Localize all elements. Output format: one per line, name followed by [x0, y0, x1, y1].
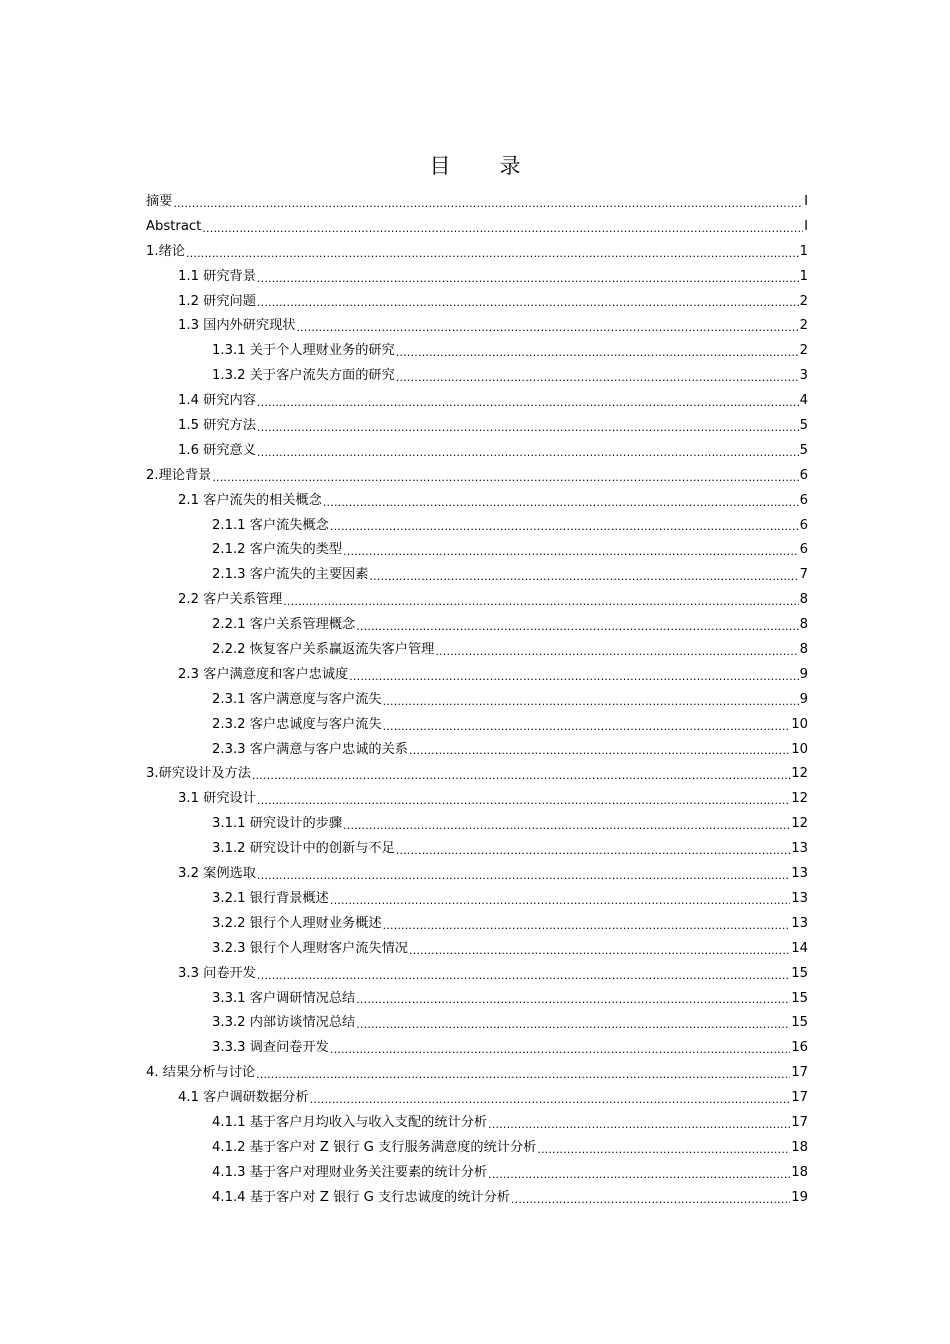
- toc-leader-dots: [537, 1136, 790, 1161]
- toc-entry-title: 3.3.2 内部访谈情况总结: [212, 1011, 356, 1036]
- toc-leader-dots: [257, 414, 799, 439]
- toc-entry[interactable]: [146, 962, 808, 987]
- toc-entry[interactable]: [146, 663, 808, 688]
- toc-leader-dots: [330, 514, 799, 539]
- toc-entry-page-number: 15: [790, 1011, 808, 1036]
- toc-entry-page-number: 4: [799, 389, 808, 414]
- toc-entry[interactable]: [146, 290, 808, 315]
- toc-leader-dots: [356, 1011, 790, 1036]
- toc-leader-dots: [343, 538, 799, 563]
- toc-entry-title: 2.2 客户关系管理: [178, 588, 283, 613]
- toc-entry-title: 1.2 研究问题: [178, 290, 257, 315]
- toc-entry[interactable]: [146, 215, 808, 240]
- toc-entry-title: 2.2.1 客户关系管理概念: [212, 613, 356, 638]
- toc-entry[interactable]: [146, 563, 808, 588]
- toc-entry-page-number: 13: [790, 837, 808, 862]
- toc-entry[interactable]: [146, 489, 808, 514]
- toc-entry[interactable]: [146, 1011, 808, 1036]
- toc-entry[interactable]: [146, 613, 808, 638]
- toc-entry-page-number: 1: [799, 240, 808, 265]
- toc-entry-page-number: 15: [790, 962, 808, 987]
- toc-leader-dots: [257, 290, 799, 315]
- toc-entry-title: 2.理论背景: [146, 464, 212, 489]
- toc-entry-page-number: 8: [799, 588, 808, 613]
- toc-leader-dots: [435, 638, 798, 663]
- toc-leader-dots: [349, 663, 798, 688]
- toc-leader-dots: [202, 215, 803, 240]
- toc-entry-page-number: 6: [799, 538, 808, 563]
- toc-entry-title: 1.1 研究背景: [178, 265, 257, 290]
- toc-leader-dots: [511, 1186, 790, 1211]
- toc-leader-dots: [252, 762, 790, 787]
- toc-leader-dots: [257, 862, 790, 887]
- toc-entry[interactable]: [146, 1061, 808, 1086]
- toc-entry[interactable]: [146, 862, 808, 887]
- toc-entry-page-number: 16: [790, 1036, 808, 1061]
- toc-entry-page-number: I: [803, 215, 808, 240]
- toc-entry[interactable]: [146, 364, 808, 389]
- toc-entry[interactable]: [146, 1036, 808, 1061]
- toc-entry[interactable]: [146, 837, 808, 862]
- toc-entry-title: 2.2.2 恢复客户关系赢返流失客户管理: [212, 638, 435, 663]
- toc-entry-title: Abstract: [146, 215, 202, 240]
- toc-entry-page-number: 12: [790, 787, 808, 812]
- toc-entry-page-number: 13: [790, 887, 808, 912]
- toc-entry-page-number: 12: [790, 762, 808, 787]
- toc-entry-title: 2.1 客户流失的相关概念: [178, 489, 323, 514]
- toc-entry-page-number: 9: [799, 663, 808, 688]
- toc-entry-page-number: 17: [790, 1111, 808, 1136]
- toc-entry-title: 3.1 研究设计: [178, 787, 257, 812]
- toc-leader-dots: [257, 787, 790, 812]
- toc-leader-dots: [488, 1161, 790, 1186]
- toc-entry[interactable]: [146, 713, 808, 738]
- toc-leader-dots: [330, 887, 790, 912]
- toc-entry[interactable]: [146, 314, 808, 339]
- toc-entry-title: 4.1.4 基于客户对 Z 银行 G 支行忠诚度的统计分析: [212, 1186, 511, 1211]
- toc-entry-title: 4.1 客户调研数据分析: [178, 1086, 310, 1111]
- toc-entry-title: 2.1.3 客户流失的主要因素: [212, 563, 369, 588]
- toc-entry-title: 1.3 国内外研究现状: [178, 314, 296, 339]
- toc-entry[interactable]: [146, 1111, 808, 1136]
- toc-entry-page-number: 2: [799, 290, 808, 315]
- toc-leader-dots: [186, 240, 799, 265]
- toc-entry-page-number: 19: [790, 1186, 808, 1211]
- toc-entry[interactable]: [146, 1086, 808, 1111]
- toc-entry[interactable]: [146, 538, 808, 563]
- toc-entry-page-number: 2: [799, 339, 808, 364]
- toc-leader-dots: [212, 464, 798, 489]
- toc-leader-dots: [396, 339, 799, 364]
- toc-leader-dots: [296, 314, 798, 339]
- toc-entry[interactable]: [146, 1186, 808, 1211]
- toc-entry-title: 4. 结果分析与讨论: [146, 1061, 256, 1086]
- toc-leader-dots: [323, 489, 799, 514]
- toc-entry[interactable]: [146, 887, 808, 912]
- toc-entry-title: 2.1.2 客户流失的类型: [212, 538, 343, 563]
- toc-leader-dots: [383, 713, 791, 738]
- toc-entry[interactable]: [146, 812, 808, 837]
- toc-entry-page-number: 5: [799, 439, 808, 464]
- toc-leader-dots: [356, 613, 798, 638]
- toc-entry-title: 1.3.1 关于个人理财业务的研究: [212, 339, 396, 364]
- toc-entry-page-number: 8: [799, 638, 808, 663]
- toc-entry-page-number: 10: [790, 713, 808, 738]
- toc-entry-page-number: 18: [790, 1136, 808, 1161]
- toc-leader-dots: [343, 812, 790, 837]
- toc-leader-dots: [257, 439, 799, 464]
- toc-entry[interactable]: [146, 240, 808, 265]
- toc-leader-dots: [257, 962, 790, 987]
- toc-entry[interactable]: [146, 987, 808, 1012]
- toc-entry-page-number: 1: [799, 265, 808, 290]
- toc-entry[interactable]: [146, 762, 808, 787]
- toc-leader-dots: [310, 1086, 791, 1111]
- toc-entry-title: 2.3.1 客户满意度与客户流失: [212, 688, 383, 713]
- toc-title: 目 录: [429, 154, 535, 178]
- toc-entry-title: 3.2 案例选取: [178, 862, 257, 887]
- toc-entry-title: 1.5 研究方法: [178, 414, 257, 439]
- toc-entry-title: 2.3.2 客户忠诚度与客户流失: [212, 713, 383, 738]
- toc-entry-title: 3.3.1 客户调研情况总结: [212, 987, 356, 1012]
- toc-entry[interactable]: [146, 265, 808, 290]
- toc-entry[interactable]: [146, 638, 808, 663]
- toc-leader-dots: [257, 389, 799, 414]
- toc-entry[interactable]: [146, 937, 808, 962]
- toc-entry-page-number: 7: [799, 563, 808, 588]
- toc-entry-title: 1.绪论: [146, 240, 186, 265]
- toc-leader-dots: [396, 364, 799, 389]
- toc-leader-dots: [383, 688, 799, 713]
- toc-entry-title: 摘要: [146, 190, 173, 215]
- toc-entry-title: 2.1.1 客户流失概念: [212, 514, 330, 539]
- toc-entry-title: 3.2.1 银行背景概述: [212, 887, 330, 912]
- toc-entry-title: 2.3 客户满意度和客户忠诚度: [178, 663, 349, 688]
- toc-entry-title: 3.3 问卷开发: [178, 962, 257, 987]
- toc-entry-page-number: 15: [790, 987, 808, 1012]
- toc-entry[interactable]: [146, 339, 808, 364]
- toc-entry-page-number: 6: [799, 464, 808, 489]
- toc-leader-dots: [409, 738, 790, 763]
- toc-entry-title: 4.1.3 基于客户对理财业务关注要素的统计分析: [212, 1161, 488, 1186]
- toc-entry-page-number: 6: [799, 489, 808, 514]
- toc-entry[interactable]: [146, 1136, 808, 1161]
- toc-entry[interactable]: [146, 738, 808, 763]
- toc-entry-page-number: 9: [799, 688, 808, 713]
- toc-entry-page-number: 5: [799, 414, 808, 439]
- toc-entry-page-number: I: [803, 190, 808, 215]
- toc-leader-dots: [383, 912, 791, 937]
- toc-leader-dots: [488, 1111, 790, 1136]
- toc-entry-title: 3.1.2 研究设计中的创新与不足: [212, 837, 396, 862]
- toc-leader-dots: [330, 1036, 790, 1061]
- toc-entry-page-number: 3: [799, 364, 808, 389]
- toc-entry[interactable]: [146, 190, 808, 215]
- toc-entry[interactable]: [146, 912, 808, 937]
- toc-entry-page-number: 12: [790, 812, 808, 837]
- toc-entry[interactable]: [146, 688, 808, 713]
- toc-entry-title: 1.6 研究意义: [178, 439, 257, 464]
- toc-entry-page-number: 18: [790, 1161, 808, 1186]
- toc-entry[interactable]: [146, 389, 808, 414]
- toc-entry[interactable]: [146, 414, 808, 439]
- toc-leader-dots: [409, 937, 790, 962]
- toc-entry-title: 1.4 研究内容: [178, 389, 257, 414]
- toc-entry[interactable]: [146, 588, 808, 613]
- toc-leader-dots: [257, 265, 799, 290]
- toc-entry[interactable]: [146, 787, 808, 812]
- toc-leader-dots: [396, 837, 790, 862]
- toc-entry-title: 1.3.2 关于客户流失方面的研究: [212, 364, 396, 389]
- toc-entry[interactable]: [146, 464, 808, 489]
- table-of-contents: [146, 190, 808, 1211]
- toc-entry-page-number: 17: [790, 1061, 808, 1086]
- toc-entry[interactable]: [146, 1161, 808, 1186]
- toc-entry[interactable]: [146, 514, 808, 539]
- toc-entry-page-number: 10: [790, 738, 808, 763]
- toc-leader-dots: [356, 987, 790, 1012]
- toc-entry-title: 4.1.1 基于客户月均收入与收入支配的统计分析: [212, 1111, 488, 1136]
- toc-entry-title: 4.1.2 基于客户对 Z 银行 G 支行服务满意度的统计分析: [212, 1136, 537, 1161]
- toc-entry-page-number: 13: [790, 912, 808, 937]
- toc-leader-dots: [283, 588, 798, 613]
- toc-leader-dots: [256, 1061, 790, 1086]
- toc-entry-title: 3.研究设计及方法: [146, 762, 252, 787]
- toc-leader-dots: [369, 563, 798, 588]
- toc-entry-title: 2.3.3 客户满意与客户忠诚的关系: [212, 738, 409, 763]
- toc-entry-title: 3.2.3 银行个人理财客户流失情况: [212, 937, 409, 962]
- toc-entry-page-number: 14: [790, 937, 808, 962]
- toc-entry[interactable]: [146, 439, 808, 464]
- toc-entry-title: 3.1.1 研究设计的步骤: [212, 812, 343, 837]
- toc-entry-page-number: 8: [799, 613, 808, 638]
- toc-entry-page-number: 17: [790, 1086, 808, 1111]
- toc-leader-dots: [173, 190, 803, 215]
- toc-entry-title: 3.2.2 银行个人理财业务概述: [212, 912, 383, 937]
- toc-entry-page-number: 2: [799, 314, 808, 339]
- toc-entry-title: 3.3.3 调查问卷开发: [212, 1036, 330, 1061]
- toc-entry-page-number: 6: [799, 514, 808, 539]
- toc-entry-page-number: 13: [790, 862, 808, 887]
